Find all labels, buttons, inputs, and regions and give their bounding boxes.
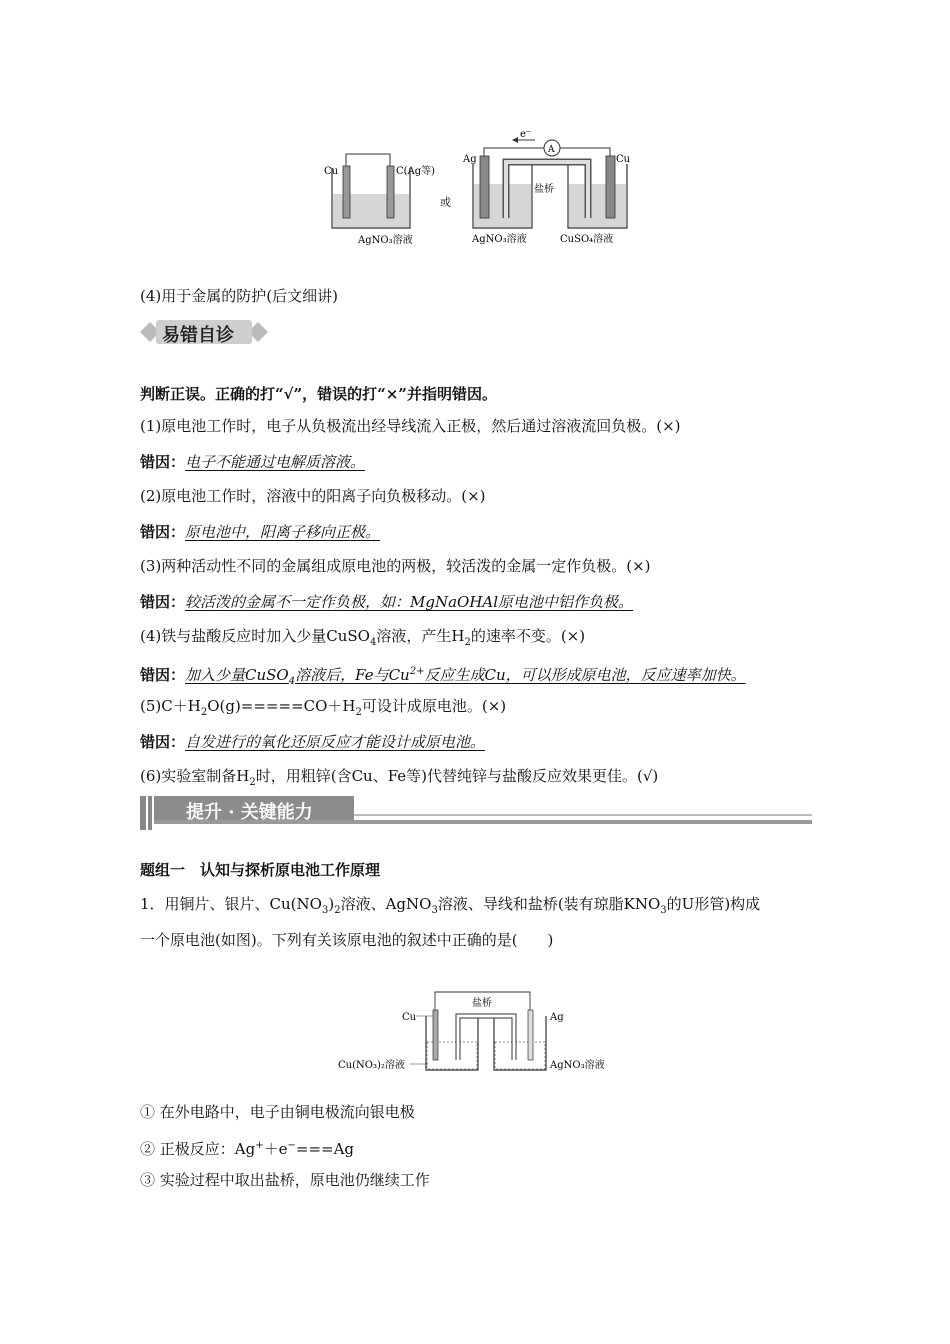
reason-2: 错因：原电池中，阳离子移向正极。 — [140, 523, 381, 541]
group-title: 题组一 认知与探析原电池工作原理 — [140, 861, 381, 879]
judgment-5: $(5)C+H_2O(g)=====CO+H_2$可设计成原电池。(×) — [140, 697, 507, 718]
section-banner-skills — [140, 796, 812, 830]
svg-text:AgNO₃溶液: AgNO₃溶液 — [550, 1060, 605, 1071]
svg-text:A: A — [548, 145, 555, 155]
option-3: ③ 实验过程中取出盐桥，原电池仍继续工作 — [140, 1171, 430, 1189]
judgment-4: (4)铁与盐酸反应时加入少量CuSO$_4$溶液，产生$H_2$的速率不变。(×) — [140, 627, 586, 648]
svg-text:CuSO₄溶液: CuSO₄溶液 — [560, 234, 614, 245]
svg-text:Ag: Ag — [550, 1012, 564, 1023]
option-2: ② 正极反应：Ag+＋e−===Ag — [140, 1140, 355, 1158]
item-4: (4)用于金属的防护(后文细讲) — [140, 287, 338, 305]
reason-4: 错因：加入少量CuSO$_4$溶液后，Fe与$Cu^{2+}$反应生成Cu，可以形成原电池，反应速率加快。 — [140, 666, 746, 687]
question-1-line-1: 1．用铜片、银片、$Cu(NO_3)_2$溶液、AgNO$_3$溶液、导线和盐桥(装有琼脂$KNO_3$的U形管)构成 — [140, 895, 761, 916]
svg-text:Cu: Cu — [402, 1012, 417, 1023]
reason-5: 错因：自发进行的氧化还原反应才能设计成原电池。 — [140, 733, 486, 751]
option-1: ① 在外电路中，电子由铜电极流向银电极 — [140, 1103, 415, 1121]
section-badge-errors — [140, 318, 268, 346]
salt-bridge-cell — [462, 129, 631, 245]
section-title-errors: 易错自诊 — [162, 325, 234, 346]
svg-text:Cu: Cu — [616, 154, 631, 165]
svg-text:Ag: Ag — [463, 154, 477, 165]
svg-text:e⁻: e⁻ — [520, 129, 532, 140]
svg-text:Cu(NO₃)₂溶液: Cu(NO₃)₂溶液 — [338, 1060, 405, 1071]
svg-text:盐桥: 盐桥 — [534, 184, 554, 195]
judgment-1: (1)原电池工作时，电子从负极流出经导线流入正极，然后通过溶液流回负极。(×) — [140, 417, 681, 435]
svg-text:Cu: Cu — [324, 166, 339, 177]
judgment-3: (3)两种活动性不同的金属组成原电池的两极，较活泼的金属一定作负极。(×) — [140, 557, 651, 575]
or-text: 或 — [440, 196, 451, 209]
judgment-6: (6)实验室制备$H_2$时，用粗锌(含Cu、Fe等)代替纯锌与盐酸反应效果更佳。(√) — [140, 767, 659, 788]
reason-1: 错因：电子不能通过电解质溶液。 — [140, 453, 366, 471]
judgment-2: (2)原电池工作时，溶液中的阳离子向负极移动。(×) — [140, 487, 486, 505]
reason-3: 错因：较活泼的金属不一定作负极，如：MgNaOHAl原电池中铝作负极。 — [140, 593, 634, 611]
svg-text:盐桥: 盐桥 — [472, 998, 492, 1009]
single-beaker-cell — [324, 154, 435, 246]
salt-bridge-figure — [336, 990, 618, 1078]
svg-text:C(Ag等): C(Ag等) — [396, 166, 436, 177]
section-title-skills: 提升 · 关键能力 — [186, 802, 313, 823]
question-1-line-2: 一个原电池(如图)。下列有关该原电池的叙述中正确的是( ) — [140, 931, 554, 949]
svg-text:AgNO₃溶液: AgNO₃溶液 — [358, 235, 413, 246]
instruction: 判断正误。正确的打“√”，错误的打“×”并指明错因。 — [140, 385, 497, 403]
galvanic-cell-figure — [320, 128, 640, 250]
svg-text:AgNO₃溶液: AgNO₃溶液 — [472, 234, 527, 245]
